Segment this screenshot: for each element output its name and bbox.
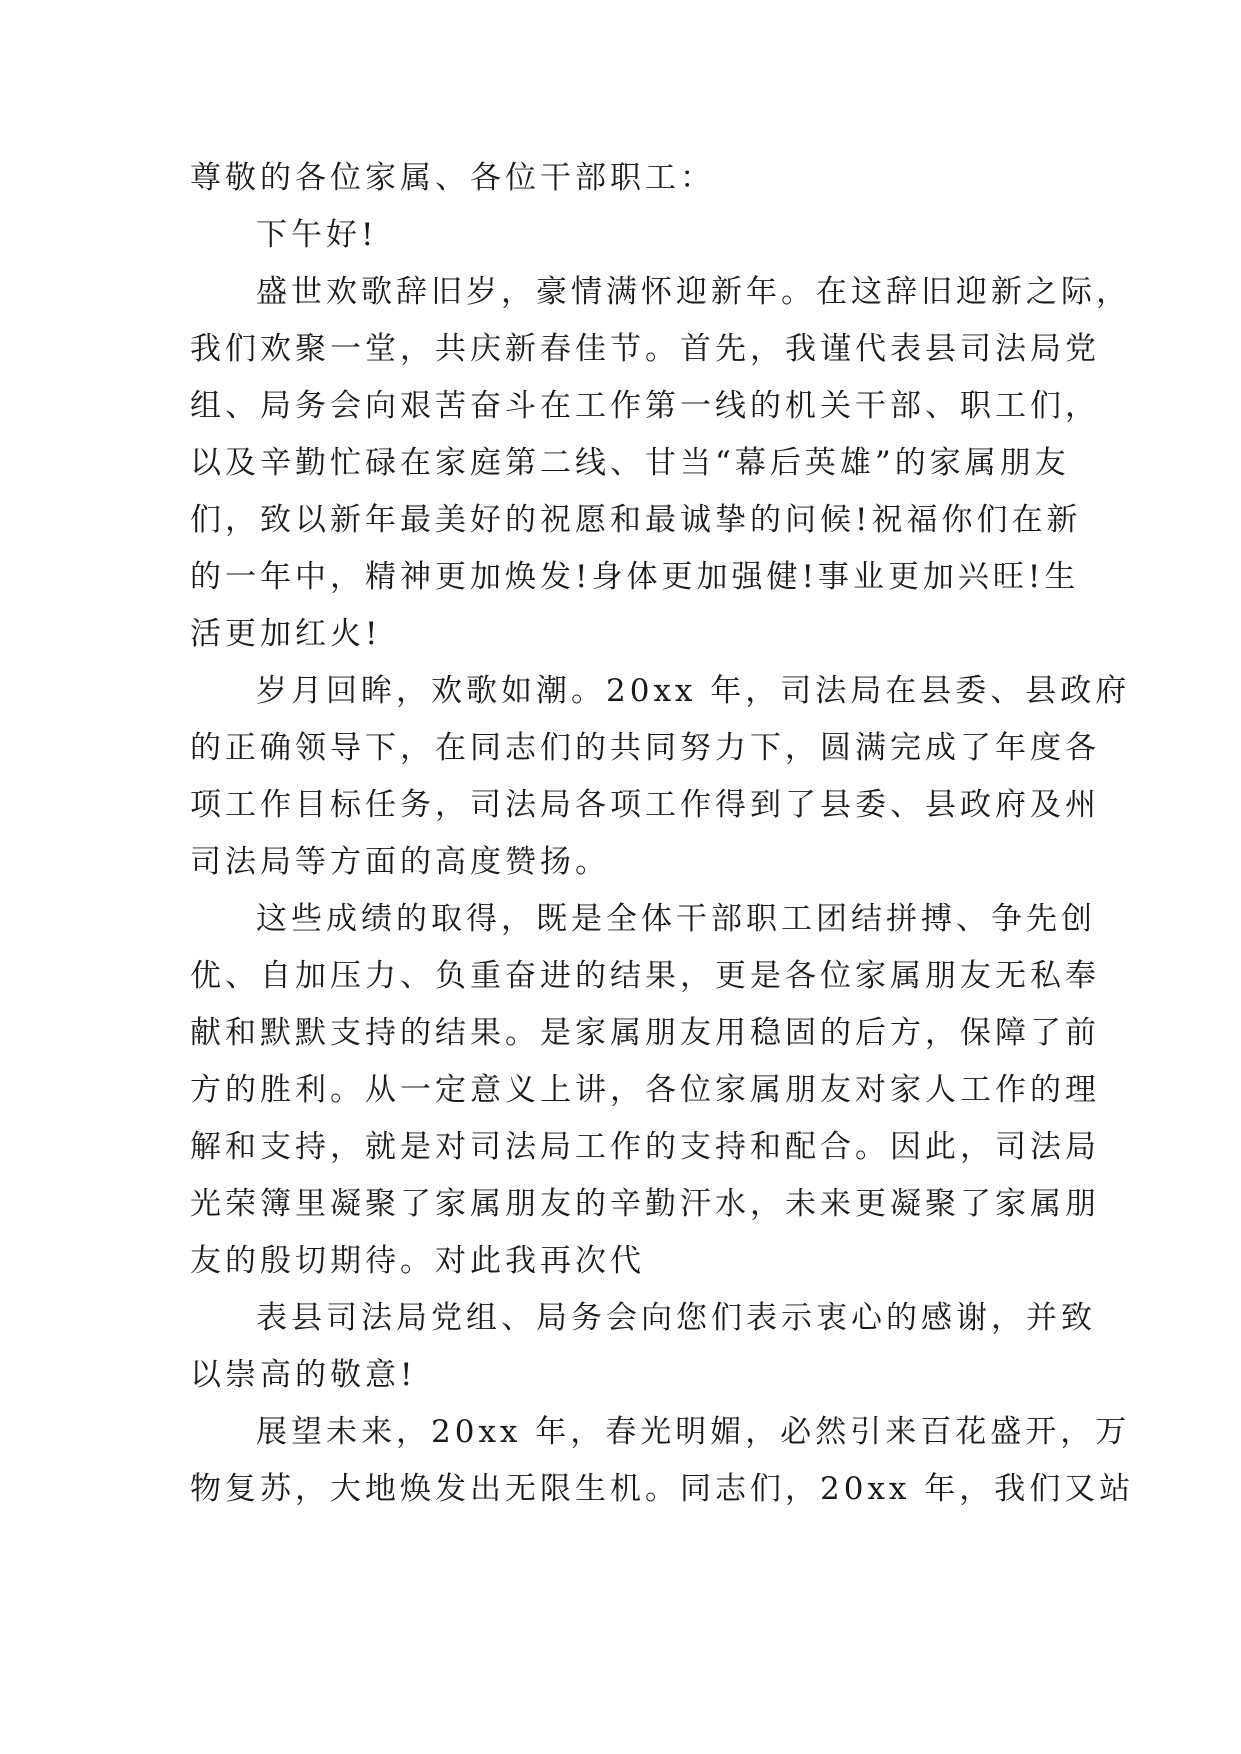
text-line: 展望未来，20xx 年，春光明媚，必然引来百花盛开，万 [256,1414,1131,1450]
text-line: 友的殷切期待。对此我再次代 [190,1243,645,1279]
text-line: 方的胜利。从一定意义上讲，各位家属朋友对家人工作的理 [190,1072,1100,1108]
text-line: 盛世欢歌辞旧岁，豪情满怀迎新年。在这辞旧迎新之际， [256,274,1131,310]
text-line: 的正确领导下，在同志们的共同努力下，圆满完成了年度各 [190,730,1100,766]
text-line: 司法局等方面的高度赞扬。 [190,844,610,880]
text-line: 以及辛勤忙碌在家庭第二线、甘当“幕后英雄”的家属朋友 [190,445,1070,481]
text-line: 以崇高的敬意! [190,1357,417,1393]
text-line: 活更加红火! [190,616,382,652]
text-line: 的一年中，精神更加焕发!身体更加强健!事业更加兴旺!生 [190,559,1080,595]
salutation-line: 尊敬的各位家属、各位干部职工： [190,160,715,196]
text-line: 表县司法局党组、局务会向您们表示衷心的感谢，并致 [256,1300,1096,1336]
text-line: 项工作目标任务，司法局各项工作得到了县委、县政府及州 [190,787,1100,823]
text-line: 岁月回眸，欢歌如潮。20xx 年，司法局在县委、县政府 [256,673,1131,709]
text-line: 解和支持，就是对司法局工作的支持和配合。因此，司法局 [190,1129,1100,1165]
text-line: 我们欢聚一堂，共庆新春佳节。首先，我谨代表县司法局党 [190,331,1100,367]
text-line: 物复苏，大地焕发出无限生机。同志们，20xx 年，我们又站 [190,1471,1135,1507]
text-line: 这些成绩的取得，既是全体干部职工团结拼搏、争先创 [256,901,1096,937]
text-line: 献和默默支持的结果。是家属朋友用稳固的后方，保障了前 [190,1015,1100,1051]
text-line: 们，致以新年最美好的祝愿和最诚挚的问候!祝福你们在新 [190,502,1082,538]
greeting-line: 下午好! [256,217,378,253]
text-line: 组、局务会向艰苦奋斗在工作第一线的机关干部、职工们， [190,388,1100,424]
text-line: 优、自加压力、负重奋进的结果，更是各位家属朋友无私奉 [190,958,1100,994]
text-line: 光荣簿里凝聚了家属朋友的辛勤汗水，未来更凝聚了家属朋 [190,1186,1100,1222]
